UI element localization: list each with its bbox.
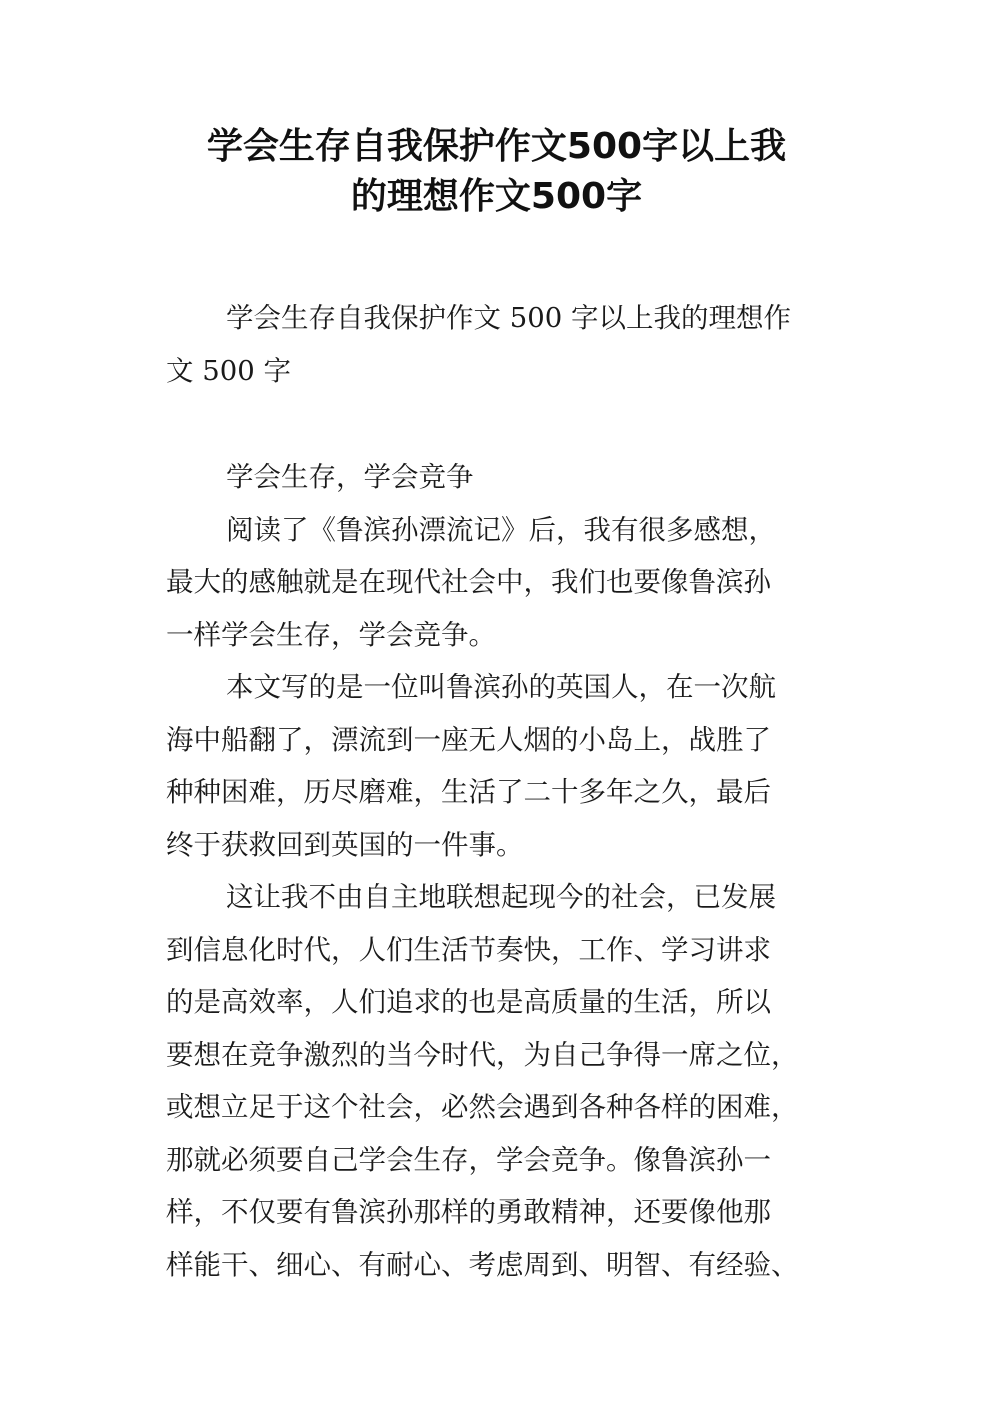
document-title [150,122,843,222]
paragraph-line: 阅读了《鲁滨孙漂流记》后，我有很多感想， [226,513,776,546]
paragraph-line: 或想立足于这个社会，必然会遇到各种各样的困难， [166,1091,799,1123]
title-line-1: 学会生存自我保护作文500字以上我 [206,126,787,167]
paragraph-3 [166,871,838,1291]
paragraph-line: 样，不仅要有鲁滨孙那样的勇敢精神，还要像他那 [166,1196,771,1228]
paragraph-line: 的是高效率，人们追求的也是高质量的生活，所以 [166,986,771,1018]
paragraph-line: 终于获救回到英国的一件事。 [166,828,524,861]
intro-line: 学会生存自我保护作文 500 字以上我的理想作 [226,302,791,334]
paragraph-gap [166,397,838,451]
paragraph-line: 海中船翻了，漂流到一座无人烟的小岛上，战胜了 [166,723,771,756]
paragraph-line: 种种困难，历尽磨难，生活了二十多年之久，最后 [166,776,771,808]
intro-line: 文 500 字 [166,354,291,387]
paragraph-1 [166,504,838,662]
paragraph-line: 本文写的是一位叫鲁滨孙的英国人，在一次航 [226,671,776,703]
paragraph-line: 样能干、细心、有耐心、考虑周到、明智、有经验、 [166,1248,799,1281]
section-heading: 学会生存，学会竞争 [226,461,474,493]
title-line-2: 的理想作文500字 [350,176,643,217]
document-body [166,292,838,1291]
paragraph-line: 一样学会生存，学会竞争。 [166,618,496,651]
paragraph-line: 最大的感触就是在现代社会中，我们也要像鲁滨孙 [166,566,771,598]
paragraph-line: 要想在竞争激烈的当今时代，为自己争得一席之位， [166,1038,799,1071]
paragraph-line: 这让我不由自主地联想起现今的社会，已发展 [226,881,776,913]
paragraph-line: 那就必须要自己学会生存，学会竞争。像鲁滨孙一 [166,1143,771,1176]
intro-paragraph [166,292,838,397]
paragraph-2 [166,661,838,871]
paragraph-line: 到信息化时代，人们生活节奏快，工作、学习讲求 [166,933,771,966]
